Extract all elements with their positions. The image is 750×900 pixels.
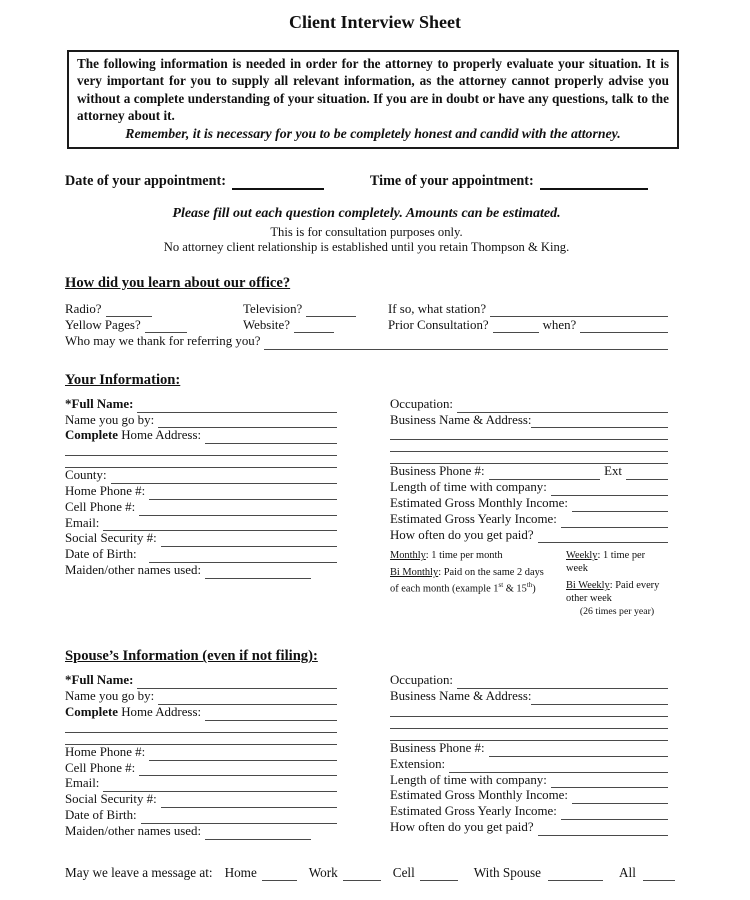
learn-row (65, 333, 668, 349)
spouse-field-gross-monthly-income: Estimated Gross Monthly Income: (390, 788, 668, 804)
spouse-home-address-line (205, 709, 337, 721)
gross-monthly-income-line (572, 500, 668, 512)
spouse-info-heading: Spouse’s Information (even if not filing): (65, 648, 318, 665)
your-info-heading: Your Information: (65, 371, 181, 388)
spouse-email-line (103, 780, 337, 792)
monthly-note: Monthly: 1 time per month (390, 550, 503, 562)
message-with-spouse-label: With Spouse (473, 864, 542, 880)
consultation-note: This is for consultation purposes only. (270, 224, 463, 239)
appointment-date-label: Date of your appointment: (65, 172, 226, 189)
field-cell-phone: Cell Phone #: (65, 500, 337, 516)
spouse-address-continuation-line (65, 733, 337, 745)
blank-continuation-row (390, 440, 668, 452)
message-all-label: All (619, 864, 636, 880)
spouse-occupation-line (457, 677, 668, 689)
pay-frequency-line (538, 531, 668, 543)
notice-box (67, 50, 679, 149)
appointment-time-label: Time of your appointment: (369, 172, 534, 189)
business-address-continuation-line (390, 440, 668, 452)
ext-label: Ext (604, 464, 622, 479)
blank-continuation-row (65, 733, 337, 745)
email-line (103, 519, 337, 531)
business-phone-line (489, 468, 601, 480)
field-pay-frequency: How often do you get paid? (390, 528, 668, 544)
station-label: If so, what station? (388, 301, 487, 316)
business-address-continuation-line (390, 428, 668, 440)
business-address-line (531, 416, 668, 428)
gross-yearly-income-line (561, 516, 668, 528)
field-home-phone: Home Phone #: (65, 484, 337, 500)
spouse-field-cell-phone: Cell Phone #: (65, 761, 337, 777)
television-label: Television? (243, 301, 303, 316)
cell-phone-line (139, 504, 337, 516)
spouse-field-occupation: Occupation: (390, 673, 668, 689)
yellow-pages-label: Yellow Pages? (65, 318, 141, 333)
message-work-label: Work (308, 864, 338, 880)
occupation-line (457, 401, 668, 413)
spouse-extension-line (449, 761, 668, 773)
no-relationship-note: No attorney client relationship is established until you retain Thompson & King. (163, 239, 570, 254)
station-line (490, 305, 668, 317)
field-maiden-names: Maiden/other names used: (65, 563, 337, 579)
radio-line (106, 305, 152, 317)
field-business-phone: Business Phone #: Ext (390, 464, 668, 480)
bimonthly-note: Bi Monthly: Paid on the same 2 days of each month (example 1st & 15th) (390, 567, 544, 595)
spouse-time-with-company-line (551, 776, 668, 788)
spouse-field-email: Email: (65, 776, 337, 792)
spouse-ssn-line (161, 796, 337, 808)
spouse-field-business-phone: Business Phone #: (390, 741, 668, 757)
address-continuation-line (65, 444, 337, 456)
prior-consultation-line (493, 321, 539, 333)
blank-continuation-row (65, 456, 337, 468)
field-email: Email: (65, 516, 337, 532)
when-line (580, 321, 668, 333)
message-lead-label: May we leave a message at: (65, 864, 213, 880)
spouse-field-home-address: Complete Home Address: (65, 705, 337, 721)
dob-line (149, 551, 337, 563)
full-name-line (137, 401, 337, 413)
field-full-name: *Full Name: (65, 397, 337, 413)
website-line (294, 321, 334, 333)
spouse-business-address-continuation-line (390, 705, 668, 717)
message-cell-label: Cell (392, 864, 415, 880)
message-permission-row (65, 865, 685, 881)
yellow-pages-line (145, 321, 187, 333)
appointment-date-line (232, 177, 324, 190)
message-work-line (343, 870, 381, 881)
spouse-field-dob: Date of Birth: (65, 808, 337, 824)
address-continuation-line (65, 456, 337, 468)
website-label: Website? (243, 318, 290, 333)
field-gross-monthly-income: Estimated Gross Monthly Income: (390, 496, 668, 512)
spouse-right-column (390, 673, 668, 839)
message-cell-line (420, 870, 458, 881)
business-address-continuation-line (390, 452, 668, 464)
spouse-field-time-with-company: Length of time with company: (390, 773, 668, 789)
notice-body: The following information is needed in order for the attorney to properly evaluate your situation. It is very important for you to supply all relevant information, as the attorney cannot properly advise you without a complete understanding of your situation. If you are in doubt or have any questions, talk to the attorney about it. (77, 56, 669, 124)
spouse-pay-frequency-line (538, 824, 668, 836)
blank-continuation-row (390, 705, 668, 717)
field-home-address: Complete Home Address: (65, 428, 337, 444)
name-go-by-line (158, 416, 337, 428)
county-line (111, 472, 337, 484)
blank-continuation-row (390, 717, 668, 729)
spouse-field-ssn: Social Security #: (65, 792, 337, 808)
weekly-note: Weekly: 1 time per week (566, 550, 646, 575)
spouse-business-address-line (531, 693, 668, 705)
field-ssn: Social Security #: (65, 531, 337, 547)
when-label: when? (542, 318, 577, 333)
message-with-spouse-line (548, 870, 603, 881)
maiden-names-line (205, 567, 311, 579)
spouse-home-phone-line (149, 749, 337, 761)
blank-continuation-row (390, 428, 668, 440)
learn-section-heading: How did you learn about our office? (65, 274, 291, 291)
biweekly-note: Bi Weekly: Paid every other week (26 times per year) (566, 580, 660, 618)
spouse-business-address-continuation-line (390, 729, 668, 741)
referral-label: Who may we thank for referring you? (65, 334, 261, 349)
pay-notes-left (390, 549, 558, 618)
spouse-gross-yearly-income-line (561, 808, 668, 820)
spouse-gross-monthly-income-line (572, 792, 668, 804)
spouse-maiden-names-line (205, 828, 311, 840)
blank-continuation-row (390, 729, 668, 741)
spouse-field-gross-yearly-income: Estimated Gross Yearly Income: (390, 804, 668, 820)
spouse-business-phone-line (489, 745, 668, 757)
time-with-company-line (551, 484, 668, 496)
prior-consultation-label: Prior Consultation? (388, 318, 489, 333)
message-home-label: Home (224, 864, 257, 880)
page-title: Client Interview Sheet (289, 12, 461, 32)
ext-line (626, 468, 668, 480)
home-phone-line (149, 488, 337, 500)
your-info-right-column (390, 397, 668, 619)
pay-notes-right (566, 549, 668, 618)
spouse-field-extension: Extension: (390, 757, 668, 773)
message-home-line (262, 870, 297, 881)
appointment-time-line (540, 177, 648, 190)
spouse-full-name-line (137, 677, 337, 689)
spouse-dob-line (141, 812, 337, 824)
television-line (306, 305, 356, 317)
blank-continuation-row (65, 444, 337, 456)
appointment-row (65, 173, 668, 190)
blank-continuation-row (65, 721, 337, 733)
ssn-line (161, 535, 337, 547)
field-dob: Date of Birth: (65, 547, 337, 563)
spouse-field-name-go-by: Name you go by: (65, 689, 337, 705)
spouse-field-home-phone: Home Phone #: (65, 745, 337, 761)
learn-row (65, 301, 668, 317)
field-county: County: (65, 468, 337, 484)
learn-section (65, 301, 668, 350)
notice-emphasis: Remember, it is necessary for you to be completely honest and candid with the attorney. (125, 125, 621, 141)
spouse-field-maiden-names: Maiden/other names used: (65, 824, 337, 840)
spouse-address-continuation-line (65, 721, 337, 733)
field-occupation: Occupation: (390, 397, 668, 413)
field-name-go-by: Name you go by: (65, 413, 337, 429)
spouse-left-column (65, 673, 337, 839)
spouse-field-full-name: *Full Name: (65, 673, 337, 689)
spouse-field-business-name-address: Business Name & Address: (390, 689, 668, 705)
spouse-name-go-by-line (158, 693, 337, 705)
spouse-cell-phone-line (139, 764, 337, 776)
spouse-info-columns (65, 673, 668, 839)
blank-continuation-row (390, 452, 668, 464)
learn-row (65, 317, 668, 333)
spouse-business-address-continuation-line (390, 717, 668, 729)
spouse-field-pay-frequency: How often do you get paid? (390, 820, 668, 836)
field-business-name-address: Business Name & Address: (390, 413, 668, 429)
field-gross-yearly-income: Estimated Gross Yearly Income: (390, 512, 668, 528)
referral-line (264, 338, 668, 350)
your-info-left-column (65, 397, 337, 619)
fill-out-note: Please fill out each question completely. Amounts can be estimated. (172, 205, 561, 221)
field-time-with-company: Length of time with company: (390, 480, 668, 496)
your-info-columns (65, 397, 668, 619)
radio-label: Radio? (65, 301, 102, 316)
message-all-line (643, 870, 675, 881)
home-address-line (205, 432, 337, 444)
pay-frequency-notes (390, 549, 668, 618)
